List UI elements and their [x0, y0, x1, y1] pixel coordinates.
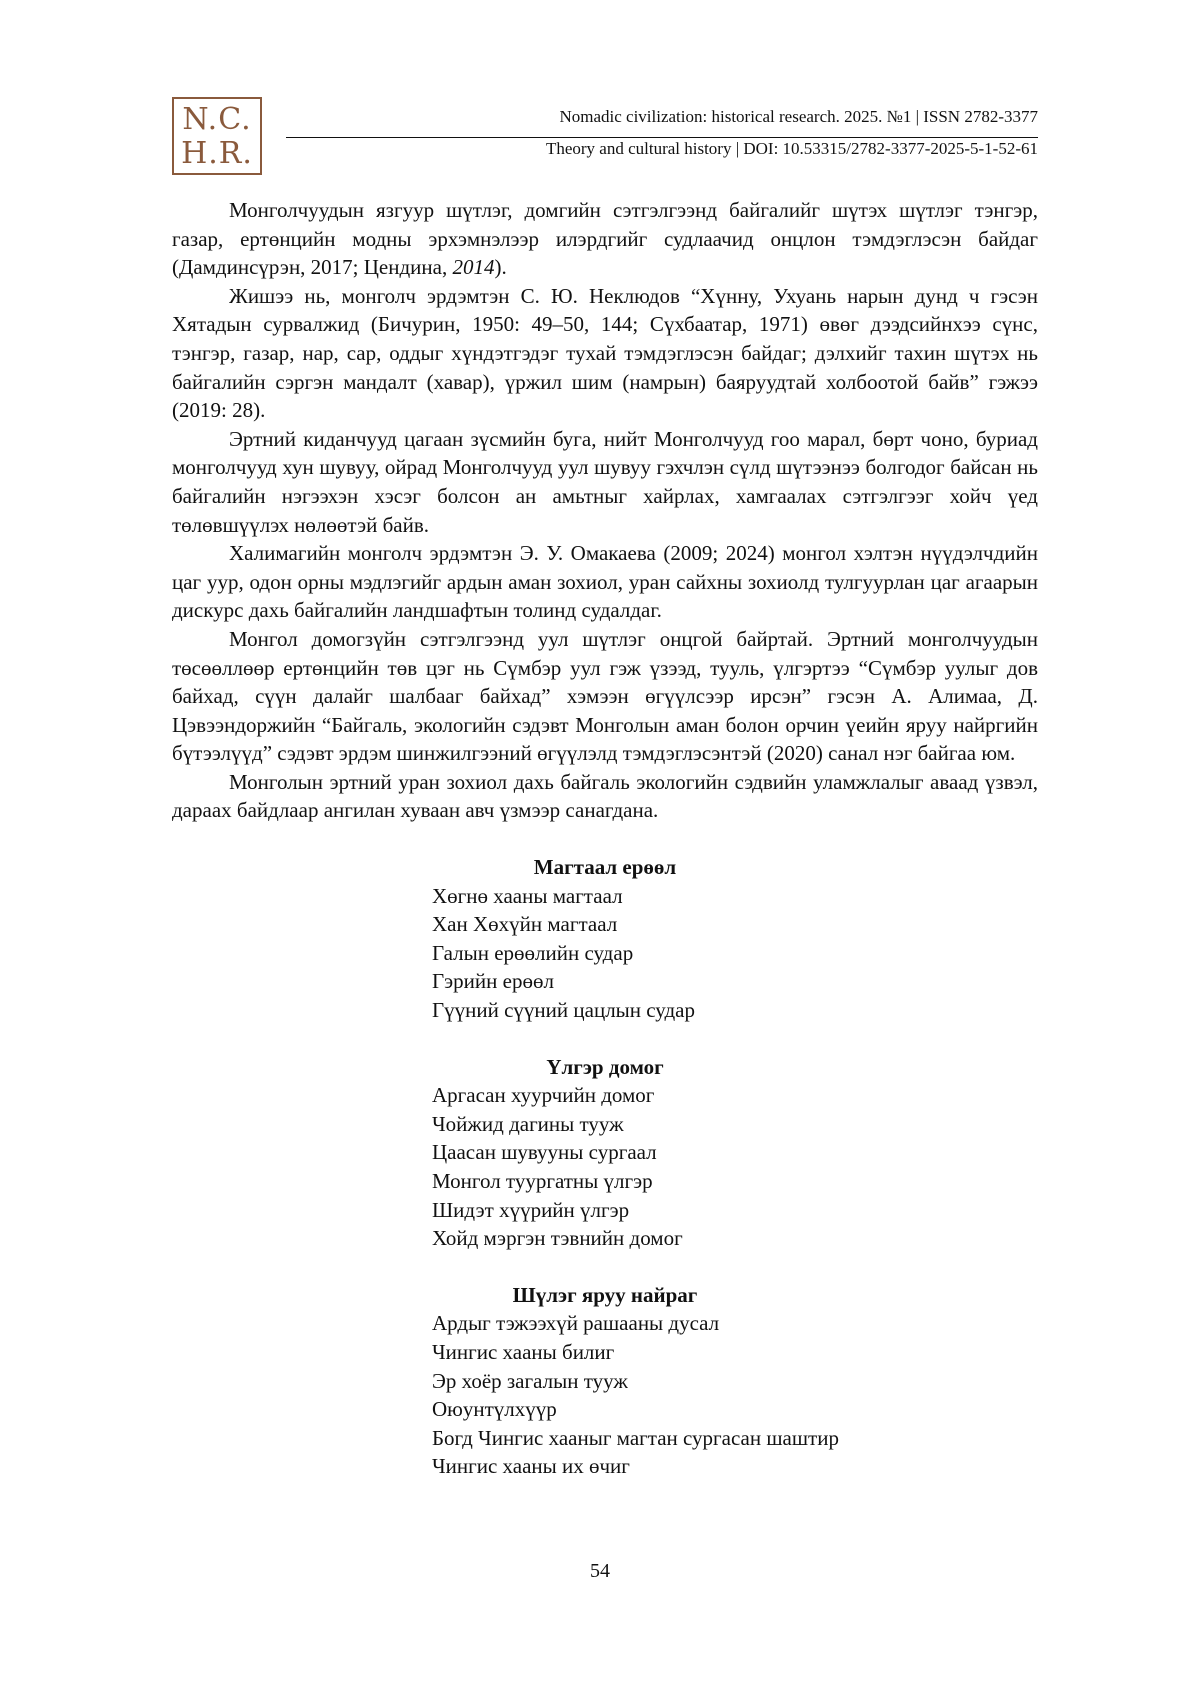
section-title: Шүлэг яруу найраг: [512, 1282, 698, 1307]
paragraph-3: Эртний киданчууд цагаан зүсмийн буга, нийт Монголчууд гоо марал, бөрт чоно, буриад монголчууд хун шувуу, ойрад Монголчууд уул шувуу гэхчлэн сүлд шүтээнээ болгодог байсан нь байгалийн нэгээхэн хэсэг болсон ан амьтныг хайрлах, хамгаалах сэтгэлгээг хойч үед төлөвшүүлэх нөлөөтэй байв.: [172, 426, 1038, 537]
list-item: Богд Чингис хааныг магтан сургасан шаштир: [432, 1425, 839, 1450]
paragraph-1-text: Монголчуудын язгуур шүтлэг, домгийн сэтгэлгээнд байгалийг шүтэх шүтлэг тэнгэр, газар, ертөнцийн модны эрхэмнэлээр илэрдгийг судлаачид онцлон тэмдэглэсэн байдаг (Дамдинсүрэн, 2017; Цендина,: [172, 198, 1038, 280]
section-doi: Theory and cultural history | DOI: 10.53315/2782-3377-2025-5-1-52-61: [545, 139, 1038, 158]
section-praise: [172, 853, 1038, 1025]
list-item: Аргасан хуурчийн домог: [432, 1083, 655, 1108]
page-number: 54: [590, 1560, 610, 1582]
paragraph-1-end: ).: [494, 255, 507, 280]
section-list: [172, 1309, 1038, 1481]
journal-logo: [172, 97, 262, 175]
section-list: [172, 882, 1038, 1025]
paragraph-4: Халимагийн монголч эрдэмтэн Э. У. Омакаева (2009; 2024) монгол хэлтэн нүүдэлчдийн цаг уур, одон орны мэдлэгийг ардын аман зохиол, уран сайхны зохиолд тулгуурлан цаг агаарын дискурс дахь байгалийн ландшафтын толинд судалдаг.: [172, 541, 1038, 623]
section-legends: [172, 1053, 1038, 1253]
list-item: Хан Хөхүйн магтаал: [432, 912, 618, 937]
list-item: Чойжид дагины тууж: [432, 1111, 624, 1136]
list-item: Оюунтүлхүүр: [432, 1397, 557, 1422]
journal-title: Nomadic civilization: historical research. 2025. №1 | ISSN 2782-3377: [559, 107, 1038, 126]
paragraph-5: Монгол домогзүйн сэтгэлгээнд уул шүтлэг онцгой байртай. Эртний монголчуудын төсөөллөөр ертөнцийн төв цэг нь Сүмбэр уул гэж үзээд, тууль, үлгэртээ “Сүмбэр уулыг дов байхад, сүүн далайг шалбааг байхад” хэмээн өгүүлсээр ирсэн” гэсэн А. Алимаа, Д. Цэвээндоржийн “Байгаль, экологийн сэдэвт Монголын аман болон орчин үеийн яруу найргийн бүтээлүүд” сэдэвт эрдэм шинжилгээний өгүүлэлд тэмдэглэсэнтэй (2020) санал нэг байгаа юм.: [172, 626, 1038, 766]
section-title: Үлгэр домог: [546, 1054, 664, 1079]
list-item: Чингис хааны их өчиг: [432, 1454, 630, 1479]
logo-line-2: H.R.: [181, 136, 253, 171]
section-title: Магтаал ерөөл: [533, 855, 677, 880]
logo-line-1: N.C.: [182, 102, 252, 137]
list-item: Хойд мэргэн тэвнийн домог: [432, 1226, 683, 1251]
list-item: Ардыг тэжээхүй рашааны дусал: [432, 1311, 720, 1336]
paragraph-6: Монголын эртний уран зохиол дахь байгаль экологийн сэдвийн уламжлалыг аваад үзвэл, дараах байдлаар ангилан хуваан авч үзмээр санагдана.: [172, 769, 1038, 823]
list-item: Хөгнө хааны магтаал: [432, 883, 623, 908]
citation-year-italic: 2014: [452, 255, 495, 280]
paragraph-1: [172, 196, 1038, 282]
list-item: Галын ерөөлийн судар: [432, 940, 634, 965]
list-item: Чингис хааны билиг: [432, 1339, 615, 1364]
list-item: Шидэт хүүрийн үлгэр: [432, 1197, 630, 1222]
list-item: Гэрийн ерөөл: [432, 969, 554, 994]
list-item: Цаасан шувууны сургаал: [432, 1140, 657, 1165]
list-item: Монгол туургатны үлгэр: [432, 1169, 653, 1193]
list-item: Эр хоёр загалын тууж: [432, 1368, 628, 1393]
article-body: [172, 196, 1038, 1481]
section-poetry: [172, 1281, 1038, 1481]
header-rule: [286, 137, 1038, 138]
paragraph-2: Жишээ нь, монголч эрдэмтэн С. Ю. Неклюдов “Хүнну, Ухуань нарын дунд ч гэсэн Хятадын сурвалжид (Бичурин, 1950: 49–50, 144; Сүхбаатар, 1971) өвөг дээдсийнхээ сүнс, тэнгэр, газар, нар, сар, оддыг хүндэтгэдэг тухай тэмдэглэсэн байдаг; дэлхийг тахин шүтэх нь байгалийн сэргэн мандалт (хавар), үржил шим (намрын) баяруудтай холбоотой байв” гэжээ (2019: 28).: [172, 283, 1038, 423]
page-header: [172, 97, 1038, 177]
list-item: Гүүний сүүний цацлын судар: [432, 998, 695, 1023]
section-list: [172, 1081, 1038, 1253]
